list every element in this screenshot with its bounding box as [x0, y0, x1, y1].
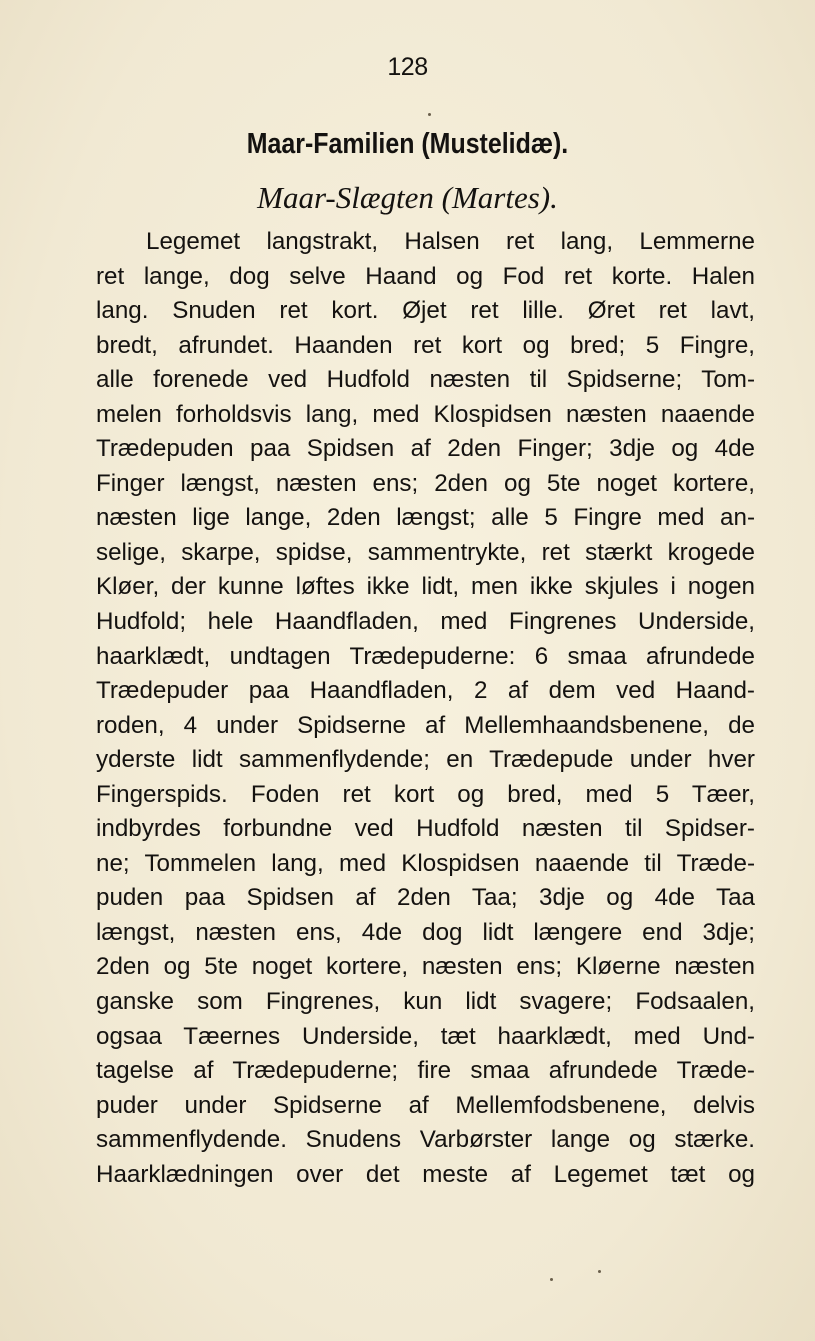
paper-speck	[598, 1270, 601, 1273]
text-line: alle forenede ved Hudfold næsten til Spidserne; Tom-	[96, 366, 755, 394]
text-line: sammenflydende. Snudens Varbørster lange og stærke.	[96, 1126, 755, 1154]
text-line: Fingerspids. Foden ret kort og bred, med 5 Tæer,	[96, 780, 755, 808]
text-line: Trædepuden paa Spidsen af 2den Finger; 3dje og 4de	[96, 435, 755, 463]
text-line: 2den og 5te noget kortere, næsten ens; Kløerne næsten	[96, 953, 755, 981]
text-line: Hudfold; hele Haandfladen, med Fingrenes Underside,	[96, 608, 755, 636]
text-line: længst, næsten ens, 4de dog lidt længere end 3dje;	[96, 918, 755, 946]
family-heading: Maar-Familien (Mustelidæ).	[246, 128, 569, 160]
text-line: haarklædt, undtagen Trædepuderne: 6 smaa afrundede	[96, 642, 755, 670]
paper-speck	[428, 113, 431, 116]
text-line: Legemet langstrakt, Halsen ret lang, Lemmerne	[146, 228, 755, 255]
text-line: puden paa Spidsen af 2den Taa; 3dje og 4de Taa	[96, 884, 755, 912]
genus-heading: Maar-Slægten (Martes).	[257, 180, 558, 215]
text-line: næsten lige lange, 2den længst; alle 5 Fingre med an-	[96, 504, 755, 532]
text-line: ret lange, dog selve Haand og Fod ret korte. Halen	[96, 262, 755, 290]
text-line: lang. Snuden ret kort. Øjet ret lille. Øret ret lavt,	[96, 297, 755, 325]
text-line: roden, 4 under Spidserne af Mellemhaandsbenene, de	[96, 711, 755, 739]
text-line: ne; Tommelen lang, med Klospidsen naaende til Træde-	[96, 849, 755, 877]
text-line: Finger længst, næsten ens; 2den og 5te noget kortere,	[96, 469, 755, 497]
text-line: Trædepuder paa Haandfladen, 2 af dem ved Haand-	[96, 677, 755, 705]
page-number: 128	[387, 53, 428, 81]
text-line: melen forholdsvis lang, med Klospidsen næsten naaende	[96, 400, 755, 428]
text-line: tagelse af Trædepuderne; fire smaa afrundede Træde-	[96, 1057, 755, 1085]
text-line: Haarklædningen over det meste af Legemet tæt og	[96, 1160, 755, 1188]
text-line: indbyrdes forbundne ved Hudfold næsten til Spidser-	[96, 815, 755, 843]
text-line: selige, skarpe, spidse, sammentrykte, ret stærkt krogede	[96, 538, 755, 566]
body-paragraph	[96, 225, 755, 1192]
text-line: ganske som Fingrenes, kun lidt svagere; Fodsaalen,	[96, 988, 755, 1016]
text-line: ogsaa Tæernes Underside, tæt haarklædt, med Und-	[96, 1022, 755, 1050]
text-line: puder under Spidserne af Mellemfodsbenene, delvis	[96, 1091, 755, 1119]
text-line: yderste lidt sammenflydende; en Trædepude under hver	[96, 746, 755, 774]
text-line: Kløer, der kunne løftes ikke lidt, men ikke skjules i nogen	[96, 573, 755, 601]
paper-speck	[550, 1278, 553, 1281]
text-line: bredt, afrundet. Haanden ret kort og bred; 5 Fingre,	[96, 331, 755, 359]
